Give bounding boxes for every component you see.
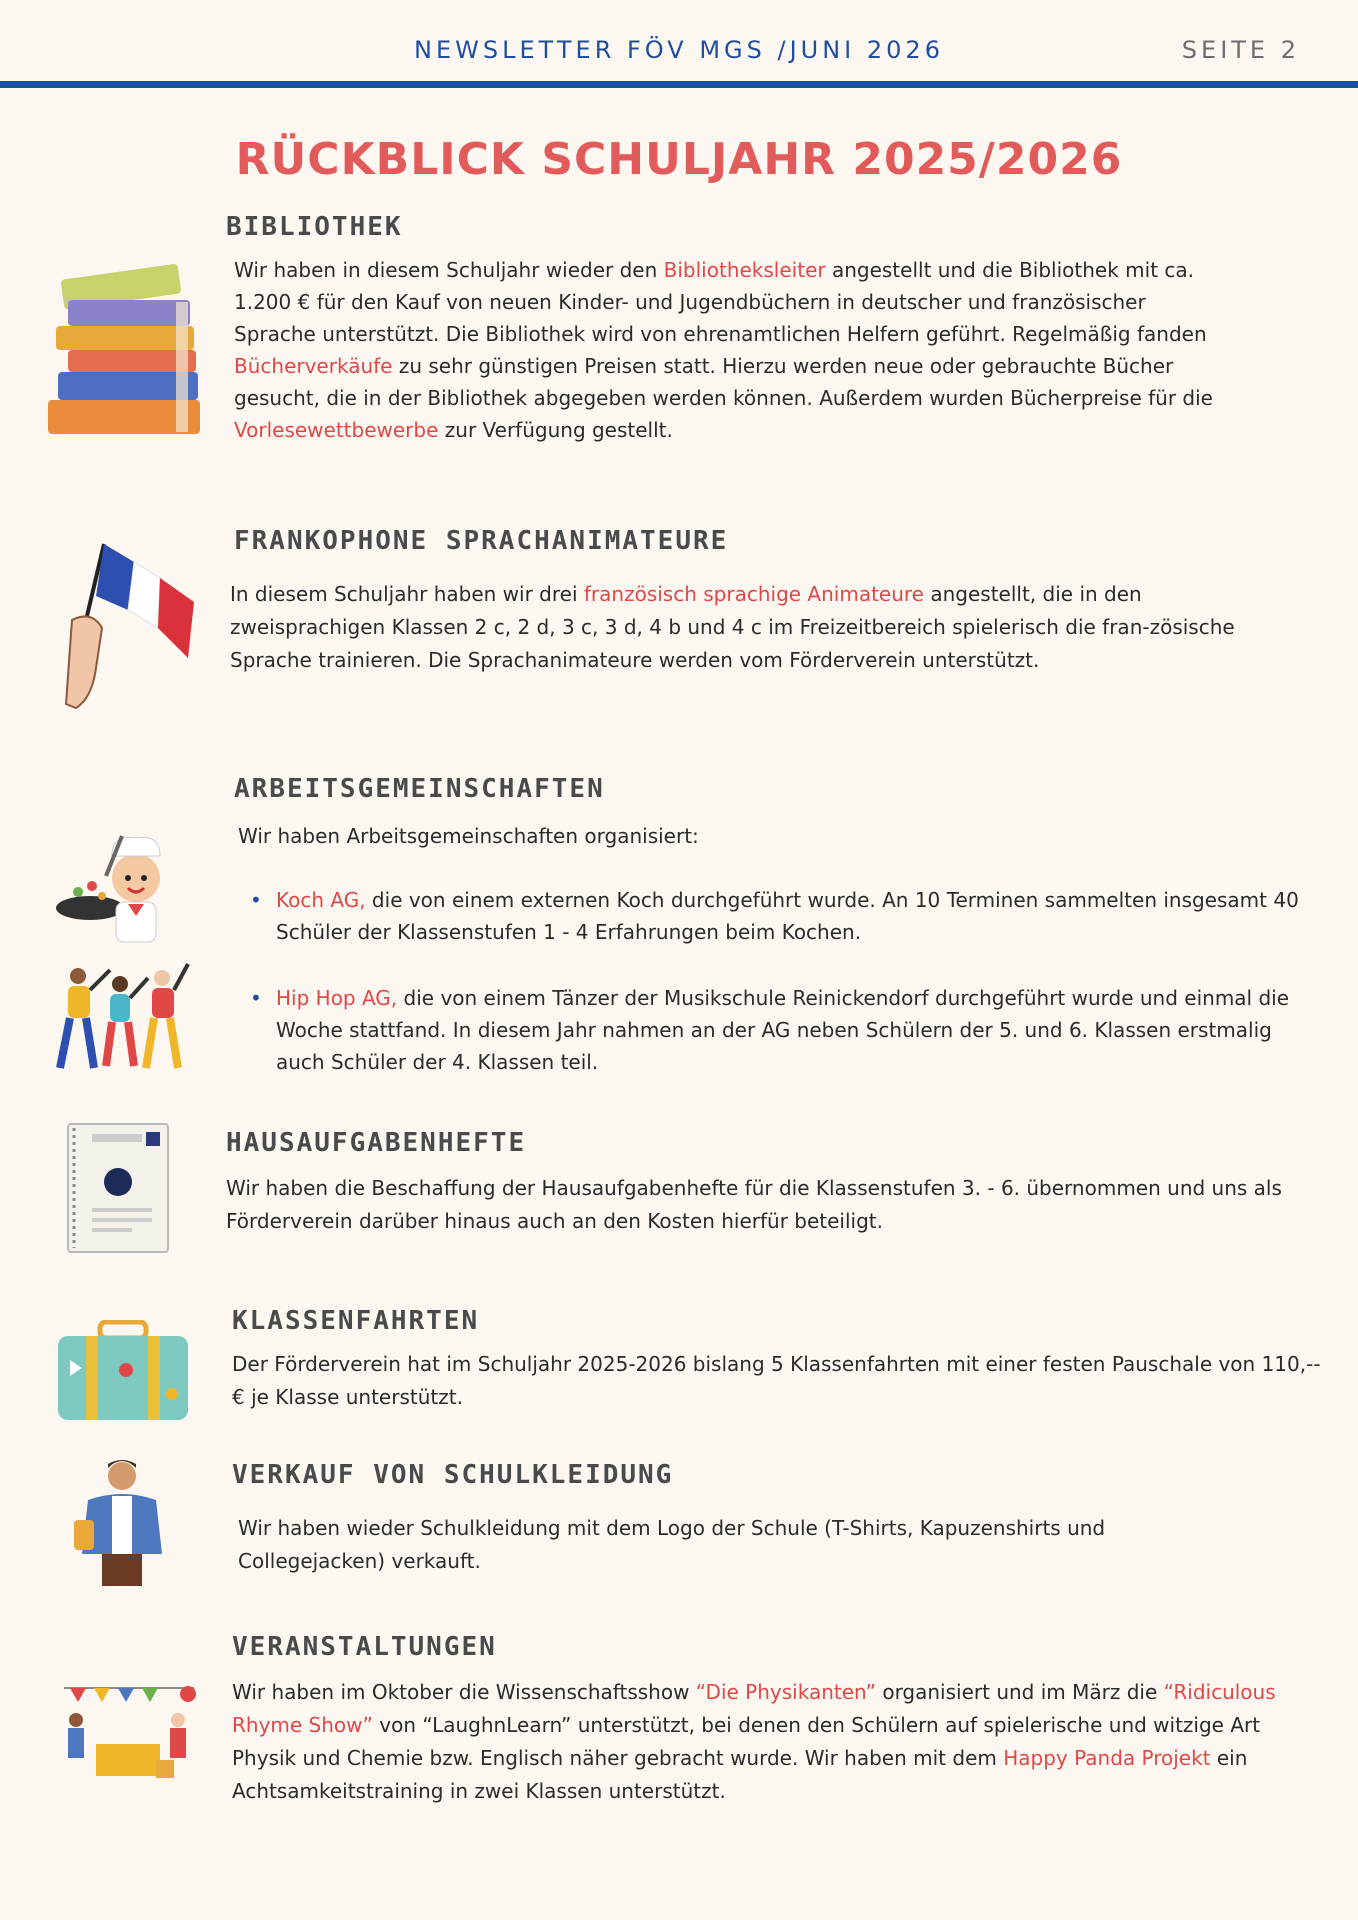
highlight-happy-panda: Happy Panda Projekt (1003, 1746, 1211, 1770)
section-text-frankophone: In diesem Schuljahr haben wir drei französisch sprachige Animateure angestellt, die in den zweisprachigen Klassen 2 c, 2 d, 3 c, 3 d, 4 b und 4 c im Freizeitbereich spielerisch die fran-zösische Sprache trainieren. Die Sprachanimateure werden vom Förderverein unterstützt. (230, 582, 1235, 672)
header-divider (0, 81, 1358, 88)
chef-icon (54, 826, 184, 946)
ag-name-hiphop: Hip Hop AG, (276, 986, 398, 1010)
books-icon (48, 262, 208, 452)
section-text-hausaufgaben: Wir haben die Beschaffung der Hausaufgabenhefte für die Klassenstufen 3. - 6. übernommen und uns als Förderverein darüber hinaus auch an den Kosten hierfür beteiligt. (226, 1176, 1282, 1233)
section-heading-hausaufgaben: HAUSAUFGABENHEFTE (226, 1128, 527, 1158)
ag-name-koch: Koch AG, (276, 888, 366, 912)
section-text-veranstaltungen: Wir haben im Oktober die Wissenschaftsshow “Die Physikanten” organisiert und im März die “Ridiculous Rhyme Show” von “LaughnLearn” unterstützt, bei denen den Schülern auf spielerische und witzige Art Physik und Chemie bzw. Englisch näher gebracht wurde. Wir haben mit dem Happy Panda Projekt ein Achtsamkeitstraining in zwei Klassen unterstützt. (232, 1680, 1276, 1803)
section-heading-klassenfahrten: KLASSENFAHRTEN (232, 1306, 480, 1336)
ag-list (250, 884, 1300, 1078)
ag-intro: Wir haben Arbeitsgemeinschaften organisiert: (238, 824, 699, 848)
highlight-animateure: französisch sprachige Animateure (583, 582, 924, 606)
list-item: • Hip Hop AG, die von einem Tänzer der Musikschule Reinickendorf durchgeführt wurde und einmal die Woche stattfand. In diesem Jahr nahmen an der AG neben Schülern der 5. und 6. Klassen erstmalig auch Schüler der 4. Klassen teil. (250, 986, 1290, 1074)
highlight-rhyme-show: “Ridiculous Rhyme Show” (232, 1680, 1276, 1737)
section-heading-frankophone: FRANKOPHONE SPRACHANIMATEURE (234, 526, 729, 556)
section-text-klassenfahrten: Der Förderverein hat im Schuljahr 2025-2026 bislang 5 Klassenfahrten mit einer festen Pauschale von 110,--€ je Klasse unterstützt. (232, 1352, 1321, 1409)
suitcase-icon (56, 1320, 190, 1424)
section-heading-schulkleidung: VERKAUF VON SCHULKLEIDUNG (232, 1460, 674, 1490)
list-item: • Koch AG, die von einem externen Koch durchgeführt wurde. An 10 Terminen sammelten insgesamt 40 Schüler der Klassenstufen 1 - 4 Erfahrungen beim Kochen. (250, 888, 1299, 944)
homework-booklet-icon (62, 1120, 172, 1256)
highlight-physikanten: “Die Physikanten” (695, 1680, 876, 1704)
dancers-icon (54, 960, 190, 1072)
french-flag-icon (62, 540, 202, 710)
section-text-schulkleidung: Wir haben wieder Schulkleidung mit dem Logo der Schule (T-Shirts, Kapuzenshirts und Collegejacken) verkauft. (238, 1516, 1106, 1573)
newsletter-title: NEWSLETTER FÖV MGS /JUNI 2026 (414, 36, 944, 64)
section-heading-ag: ARBEITSGEMEINSCHAFTEN (234, 774, 605, 804)
event-party-icon (60, 1680, 200, 1790)
highlight-vorlesewettbewerbe: Vorlesewettbewerbe (234, 418, 439, 442)
page-title: RÜCKBLICK SCHULJAHR 2025/2026 (235, 134, 1123, 185)
page-header (0, 0, 1358, 88)
section-text-bibliothek: Wir haben in diesem Schuljahr wieder den Bibliotheksleiter angestellt und die Bibliothek mit ca. 1.200 € für den Kauf von neuen Kinder- und Jugendbüchern in deutscher und französischer Sprache unterstützt. Die Bibliothek wird von ehrenamtlichen Helfern geführt. Regelmäßig fanden Bücherverkäufe zu sehr günstigen Preisen statt. Hierzu werden neue oder gebrauchte Bücher gesucht, die in der Bibliothek abgegeben werden können. Außerdem wurden Bücherpreise für die Vorlesewettbewerbe zur Verfügung gestellt. (234, 258, 1213, 442)
highlight-buecherverkaeufe: Bücherverkäufe (234, 354, 393, 378)
section-heading-veranstaltungen: VERANSTALTUNGEN (232, 1632, 497, 1662)
highlight-bibliotheksleiter: Bibliotheksleiter (663, 258, 826, 282)
section-heading-bibliothek: BIBLIOTHEK (226, 212, 403, 242)
page-number: SEITE 2 (1181, 36, 1300, 64)
student-icon (74, 1456, 174, 1588)
